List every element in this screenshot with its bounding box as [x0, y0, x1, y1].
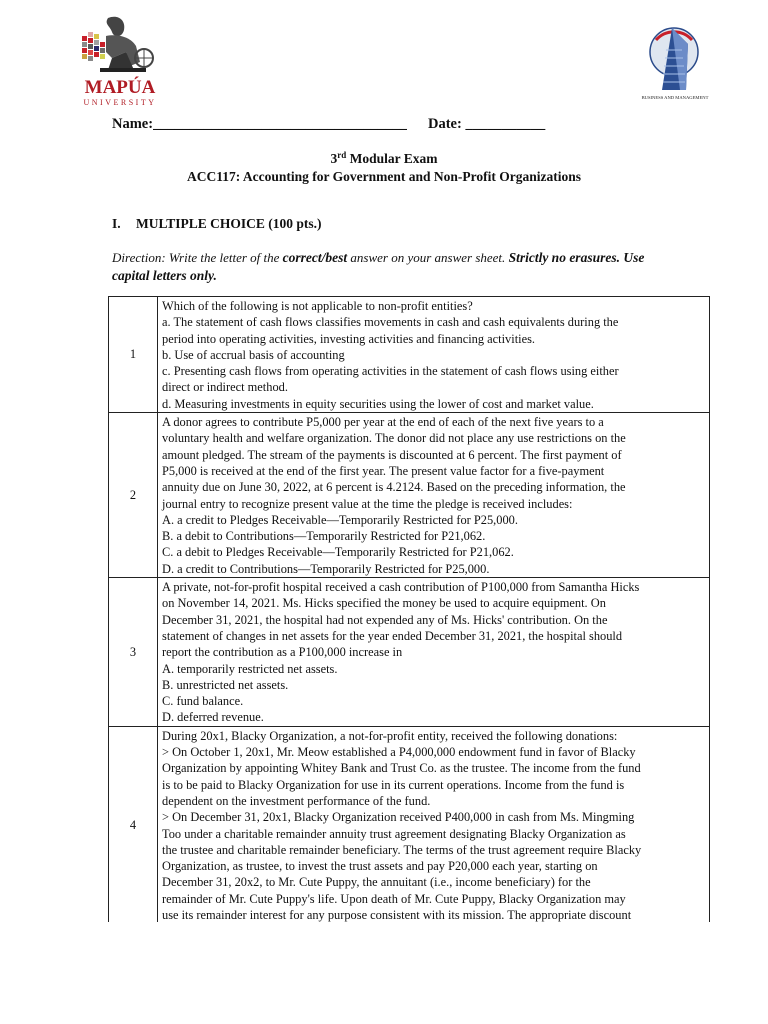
question-text-line: direct or indirect method.	[162, 380, 288, 395]
course-title: ACC117: Accounting for Government and Non-Profit Organizations	[187, 169, 581, 184]
question-body	[158, 726, 710, 922]
question-row	[109, 726, 710, 922]
question-number: 1	[109, 297, 158, 413]
question-body	[158, 297, 710, 413]
question-text-line: d. Measuring investments in equity securities using the lower of cost and market value.	[162, 396, 594, 411]
question-text-line: A. a credit to Pledges Receivable—Temporarily Restricted for P25,000.	[162, 512, 518, 527]
question-text-line: D. a credit to Contributions—Temporarily Restricted for P25,000.	[162, 561, 490, 576]
question-text-line: remainder of Mr. Cute Puppy's life. Upon death of Mr. Cute Puppy, Blacky Organization may	[162, 891, 626, 906]
direction-text: Direction: Write the letter of the correct/best answer on your answer sheet. Strictly no erasures. Use capital letters only.	[112, 250, 645, 283]
question-text-line: a. The statement of cash flows classifies movements in cash and cash equivalents during the	[162, 315, 619, 330]
question-body	[158, 578, 710, 727]
question-text-line: Organization, as trustee, to invest the trust assets and pay P20,000 each year, starting on	[162, 859, 598, 874]
question-text-line: > On October 1, 20x1, Mr. Meow established a P4,000,000 endowment fund in favor of Blacky	[162, 745, 636, 760]
question-text-line: > On December 31, 20x1, Blacky Organization received P400,000 in cash from Ms. Mingming	[162, 810, 635, 825]
question-text-line: voluntary health and welfare organization. The donor did not place any use restrictions on the	[162, 431, 626, 446]
svg-text:BUSINESS AND MANAGEMENT: BUSINESS AND MANAGEMENT	[641, 95, 709, 100]
question-text-line: B. a debit to Contributions—Temporarily Restricted for P21,062.	[162, 529, 486, 544]
question-text-line: C. a debit to Pledges Receivable—Temporarily Restricted for P21,062.	[162, 545, 514, 560]
svg-text:UNIVERSITY: UNIVERSITY	[83, 98, 157, 107]
question-text-line: report the contribution as a P100,000 increase in	[162, 645, 403, 660]
date-field[interactable]: Date: ___________	[428, 116, 546, 132]
question-text-line: P5,000 is received at the end of the first year. The present value factor for a five-payment	[162, 463, 605, 478]
question-row	[109, 578, 710, 727]
question-text-line: A. temporarily restricted net assets.	[162, 661, 338, 676]
question-row	[109, 297, 710, 413]
question-number: 4	[109, 726, 158, 922]
question-text-line: amount pledged. The stream of the payments is discounted at 6 percent. The first payment of	[162, 447, 622, 462]
question-text-line: A private, not-for-profit hospital received a cash contribution of P100,000 from Samantha Hicks	[162, 580, 640, 595]
question-text-line: B. unrestricted net assets.	[162, 677, 289, 692]
questions-table	[108, 296, 710, 922]
question-text-line: annuity due on June 30, 2022, at 6 percent is 4.2124. Based on the preceding information, the	[162, 480, 626, 495]
question-text-line: c. Presenting cash flows from operating activities in the statement of cash flows using either	[162, 364, 619, 379]
question-text-line: Organization by appointing Whitey Bank and Trust Co. as the trustee. The income from the fund	[162, 761, 641, 776]
question-text-line: December 31, 2021, the hospital had not expended any of Ms. Hicks' contribution. On the	[162, 612, 608, 627]
question-text-line: period into operating activities, investing activities and financing activities.	[162, 331, 535, 346]
question-text-line: A donor agrees to contribute P5,000 per year at the end of each of the next five years to a	[162, 415, 604, 430]
question-text-line: D. deferred revenue.	[162, 710, 264, 725]
question-text-line: During 20x1, Blacky Organization, a not-for-profit entity, received the following donations:	[162, 728, 618, 743]
question-text-line: Which of the following is not applicable to non-profit entities?	[162, 299, 473, 313]
question-row	[109, 413, 710, 578]
exam-name: 3rd Modular Exam	[330, 150, 438, 166]
question-text-line: on November 14, 2021. Ms. Hicks specified the money be used to acquire equipment. On	[162, 596, 606, 611]
question-text-line: December 31, 20x2, to Mr. Cute Puppy, the annuitant (i.e., income beneficiary) for the	[162, 875, 591, 890]
name-field[interactable]: Name:___________________________________	[112, 116, 407, 132]
question-text-line: b. Use of accrual basis of accounting	[162, 347, 345, 362]
question-text-line: is to be paid to Blacky Organization for use in its current operations. Income from the fund is	[162, 777, 625, 792]
question-text-line: use its remainder interest for any purpose consistent with its mission. The appropriate discount	[162, 907, 632, 922]
question-number: 3	[109, 578, 158, 727]
question-text-line: Too under a charitable remainder annuity trust agreement designating Blacky Organization as	[162, 826, 626, 841]
question-text-line: statement of changes in net assets for the year ended December 31, 2021, the hospital should	[162, 628, 623, 643]
question-text-line: journal entry to recognize present value at the time the pledge is received includes:	[162, 496, 573, 511]
question-text-line: the trustee and charitable remainder beneficiary. The terms of the trust agreement require Blacky	[162, 842, 642, 857]
svg-text:MAPÚA: MAPÚA	[84, 77, 156, 98]
question-text-line: C. fund balance.	[162, 694, 244, 709]
question-number: 2	[109, 413, 158, 578]
section-label: MULTIPLE CHOICE (100 pts.)	[136, 216, 322, 231]
question-text-line: dependent on the investment performance of the fund.	[162, 793, 431, 808]
question-body	[158, 413, 710, 578]
section-number: I.	[112, 216, 121, 231]
